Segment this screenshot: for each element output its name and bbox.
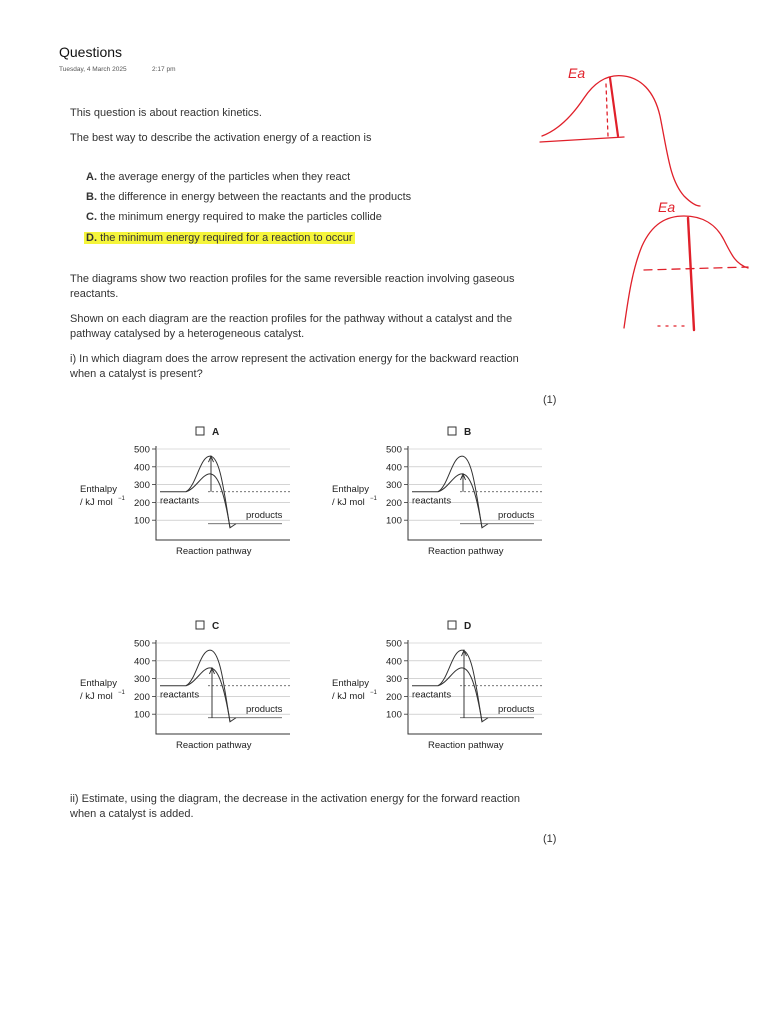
diagram-checkbox[interactable] xyxy=(196,427,204,435)
y-axis-label: Enthalpy xyxy=(80,678,117,689)
diagram-a xyxy=(78,420,298,565)
shown-line1: Shown on each diagram are the reaction profiles for the pathway without a catalyst and the xyxy=(70,313,513,325)
handwritten-annotations xyxy=(520,60,768,340)
tick-label: 100 xyxy=(386,515,402,527)
tick-label: 100 xyxy=(134,709,150,721)
tick-label: 400 xyxy=(386,462,402,474)
tick-label: 500 xyxy=(386,638,402,650)
x-axis-label: Reaction pathway xyxy=(176,740,252,751)
tick-label: 200 xyxy=(134,691,150,703)
tick-label: 200 xyxy=(134,497,150,509)
profiles-line1: The diagrams show two reaction profiles for the same reversible reaction involving gaseous xyxy=(70,273,515,285)
x-axis-label: Reaction pathway xyxy=(428,740,504,751)
tick-label: 200 xyxy=(386,497,402,509)
question-intro: This question is about reaction kinetics. xyxy=(70,107,262,119)
note-date: Tuesday, 4 March 2025 xyxy=(59,66,127,73)
tick-label: 500 xyxy=(134,638,150,650)
part-i-marks: (1) xyxy=(543,394,557,406)
y-axis-unit: / kJ mol xyxy=(80,691,113,702)
part-ii-line1: ii) Estimate, using the diagram, the decrease in the activation energy for the forward reaction xyxy=(70,793,521,805)
diagram-letter: D xyxy=(464,621,472,632)
products-label: products xyxy=(498,703,535,715)
option-d xyxy=(84,231,355,246)
profiles-line2: reactants. xyxy=(70,288,119,300)
products-label: products xyxy=(498,509,535,521)
y-axis-label: Enthalpy xyxy=(332,678,369,689)
option-a-text: the average energy of the particles when they react xyxy=(100,171,351,183)
option-b-letter: B. xyxy=(86,191,97,203)
annotation-curve-2 xyxy=(624,216,748,328)
annotation-ea-arrow-2 xyxy=(688,218,694,330)
annotation-dash-2 xyxy=(644,267,748,270)
option-c-letter: C. xyxy=(86,211,97,223)
diagram-letter: A xyxy=(212,427,220,438)
option-d-highlight xyxy=(84,232,355,244)
note-time: 2:17 pm xyxy=(152,66,176,73)
tick-label: 500 xyxy=(386,444,402,456)
option-d-text: the minimum energy required for a reaction to occur xyxy=(100,232,353,244)
y-axis-unit: / kJ mol xyxy=(332,691,365,702)
x-axis-label: Reaction pathway xyxy=(176,546,252,557)
products-label: products xyxy=(246,509,283,521)
y-axis-unit: / kJ mol xyxy=(80,497,113,508)
y-axis-unit-exponent: −1 xyxy=(118,690,125,696)
option-a-letter: A. xyxy=(86,171,97,183)
part-i-line2: when a catalyst is present? xyxy=(70,368,203,380)
option-d-letter: D. xyxy=(86,232,97,244)
tick-label: 400 xyxy=(134,656,150,668)
y-axis-label: Enthalpy xyxy=(80,484,117,495)
tick-label: 300 xyxy=(134,674,150,686)
reactants-label: reactants xyxy=(160,495,200,507)
diagram-c xyxy=(78,614,298,759)
y-axis-unit-exponent: −1 xyxy=(370,690,377,696)
y-axis-unit-exponent: −1 xyxy=(370,496,377,502)
tick-label: 400 xyxy=(386,656,402,668)
tick-label: 400 xyxy=(134,462,150,474)
tick-label: 300 xyxy=(386,480,402,492)
annotation-dash-1 xyxy=(606,84,608,136)
part-ii-marks: (1) xyxy=(543,833,557,845)
option-c-text: the minimum energy required to make the particles collide xyxy=(100,211,382,223)
diagram-checkbox[interactable] xyxy=(448,621,456,629)
reactants-label: reactants xyxy=(412,495,452,507)
tick-label: 100 xyxy=(386,709,402,721)
question-stem: The best way to describe the activation energy of a reaction is xyxy=(70,132,372,144)
tick-label: 300 xyxy=(386,674,402,686)
annotation-ea-arrow-1 xyxy=(610,78,618,136)
option-b xyxy=(86,190,411,205)
shown-line2: pathway catalysed by a heterogeneous catalyst. xyxy=(70,328,305,340)
option-c xyxy=(86,210,382,225)
diagram-checkbox[interactable] xyxy=(448,427,456,435)
page-title: Questions xyxy=(59,44,123,60)
part-ii-line2: when a catalyst is added. xyxy=(70,808,194,820)
tick-label: 100 xyxy=(134,515,150,527)
diagram-letter: C xyxy=(212,621,220,632)
annotation-baseline-1 xyxy=(540,137,624,142)
diagram-d xyxy=(330,614,550,759)
diagram-b xyxy=(330,420,550,565)
tick-label: 300 xyxy=(134,480,150,492)
diagram-checkbox[interactable] xyxy=(196,621,204,629)
option-b-text: the difference in energy between the reactants and the products xyxy=(100,191,412,203)
annotation-ea-label-1: Ea xyxy=(568,65,586,81)
annotation-ea-label-2: Ea xyxy=(658,199,676,215)
y-axis-unit-exponent: −1 xyxy=(118,496,125,502)
y-axis-label: Enthalpy xyxy=(332,484,369,495)
reactants-label: reactants xyxy=(160,689,200,701)
option-a xyxy=(86,170,350,185)
x-axis-label: Reaction pathway xyxy=(428,546,504,557)
part-i-line1: i) In which diagram does the arrow represent the activation energy for the backward reaction xyxy=(70,353,519,365)
reactants-label: reactants xyxy=(412,689,452,701)
y-axis-unit: / kJ mol xyxy=(332,497,365,508)
tick-label: 500 xyxy=(134,444,150,456)
tick-label: 200 xyxy=(386,691,402,703)
products-label: products xyxy=(246,703,283,715)
diagram-letter: B xyxy=(464,427,472,438)
